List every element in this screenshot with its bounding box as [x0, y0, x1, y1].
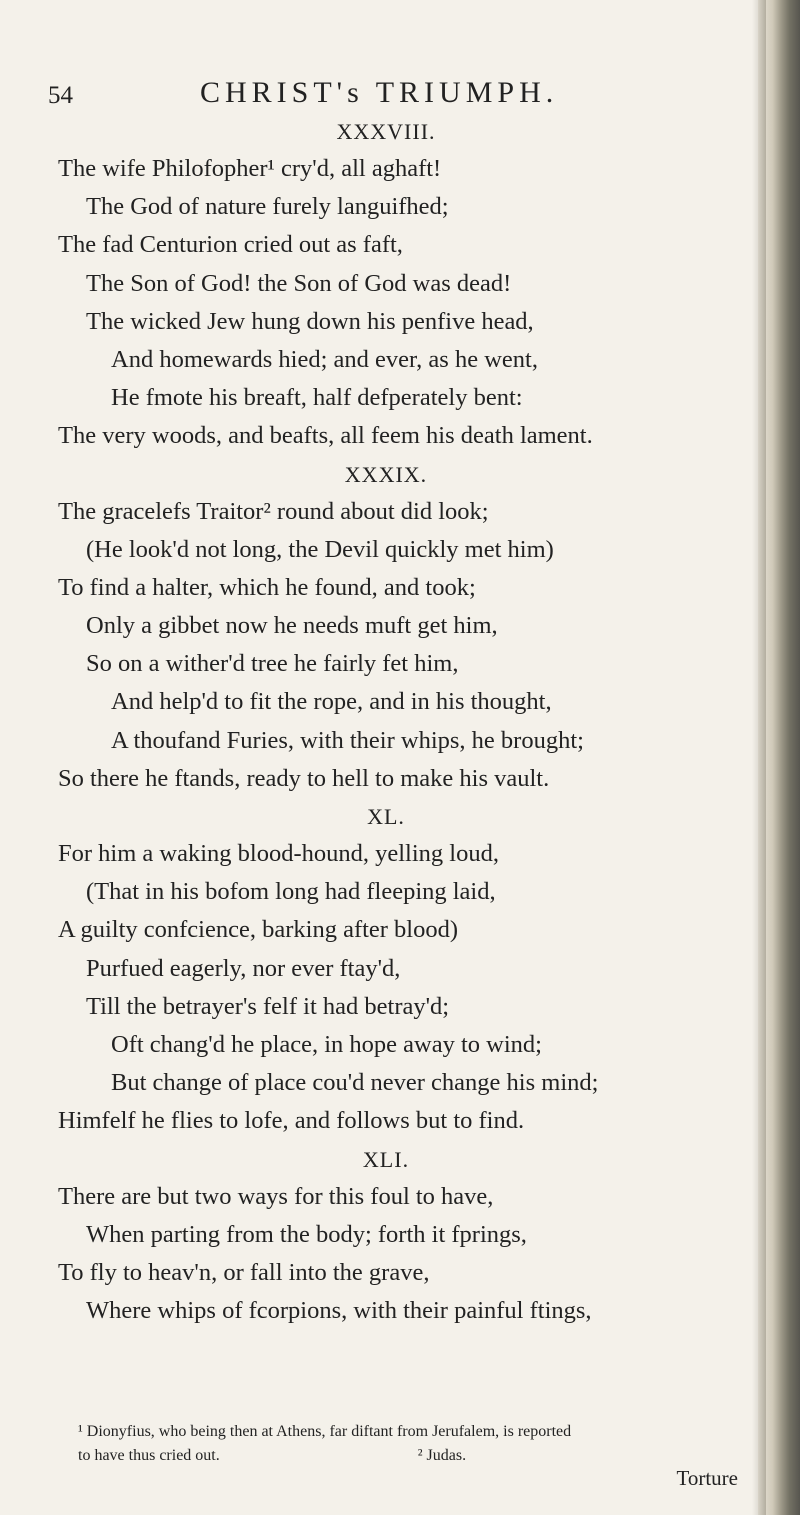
verse-line: When parting from the body; forth it fprings,	[86, 1220, 527, 1248]
verse-line: Oft chang'd he place, in hope away to wind;	[111, 1030, 542, 1058]
verse-line: Till the betrayer's felf it had betray'd;	[86, 992, 450, 1020]
verse-line: So there he ftands, ready to hell to make his vault.	[58, 764, 550, 792]
footnotes	[78, 1418, 778, 1466]
verse-line: Where whips of fcorpions, with their painful ftings,	[86, 1297, 592, 1325]
stanza-number: XLI.	[362, 1146, 410, 1172]
verse-line: The fad Centurion cried out as faft,	[58, 231, 403, 259]
verse-line: The wife Philofopher¹ cry'd, all aghaft!	[58, 155, 442, 182]
verse-line: A thoufand Furies, with their whips, he brought;	[111, 726, 584, 754]
verse-line: So on a wither'd tree he fairly fet him,	[86, 650, 459, 678]
verse-line: Only a gibbet now he needs muft get him,	[86, 612, 498, 640]
running-title: CHRIST's TRIUMPH.	[200, 76, 559, 109]
verse-line: Himfelf he flies to lofe, and follows but to find.	[58, 1107, 525, 1135]
verse-line: For him a waking blood-hound, yelling loud,	[58, 840, 499, 867]
page-header	[48, 76, 748, 116]
verse-line: Purfued eagerly, nor ever ftay'd,	[86, 954, 401, 982]
verse-line: The gracelefs Traitor² round about did look;	[58, 497, 489, 525]
verse-line: The wicked Jew hung down his penfive head,	[86, 307, 534, 335]
verse-line: To fly to heav'n, or fall into the grave,	[58, 1258, 430, 1286]
page-number: 54	[48, 82, 73, 109]
footnote-text: to have thus cried out.	[78, 1447, 220, 1464]
verse-line: The Son of God! the Son of God was dead!	[86, 269, 512, 297]
verse-line: And help'd to fit the rope, and in his thought,	[111, 688, 552, 716]
stanza-number: XXXVIII.	[336, 119, 436, 144]
footnote-line: ¹ Dionyfius, who being then at Athens, far diftant from Jerufalem, is reported	[78, 1423, 572, 1440]
footnote-text: ² Judas.	[417, 1447, 467, 1464]
catchword: Torture	[676, 1466, 738, 1490]
verse-line: There are but two ways for this foul to have,	[58, 1182, 494, 1210]
footnote-line	[78, 1442, 778, 1466]
verse-line: A guilty confcience, barking after blood)	[58, 916, 459, 944]
page-edge-shadow	[752, 0, 766, 1515]
stanza-number: XXXIX.	[344, 461, 428, 487]
verse-line: The very woods, and beafts, all feem his death lament.	[58, 422, 593, 450]
verse-line: But change of place cou'd never change his mind;	[111, 1069, 599, 1097]
verse-line: He fmote his breaft, half defperately bent:	[111, 384, 523, 412]
stanza-number: XL.	[367, 804, 405, 829]
verse-line: And homewards hied; and ever, as he went,	[111, 345, 538, 373]
verse-line: To find a halter, which he found, and took;	[58, 573, 476, 601]
verse-line: (He look'd not long, the Devil quickly met him)	[86, 535, 554, 563]
verse-line: (That in his bofom long had fleeping laid,	[86, 878, 496, 906]
poem-text	[58, 113, 748, 1330]
verse-line: The God of nature furely languifhed;	[86, 193, 449, 221]
